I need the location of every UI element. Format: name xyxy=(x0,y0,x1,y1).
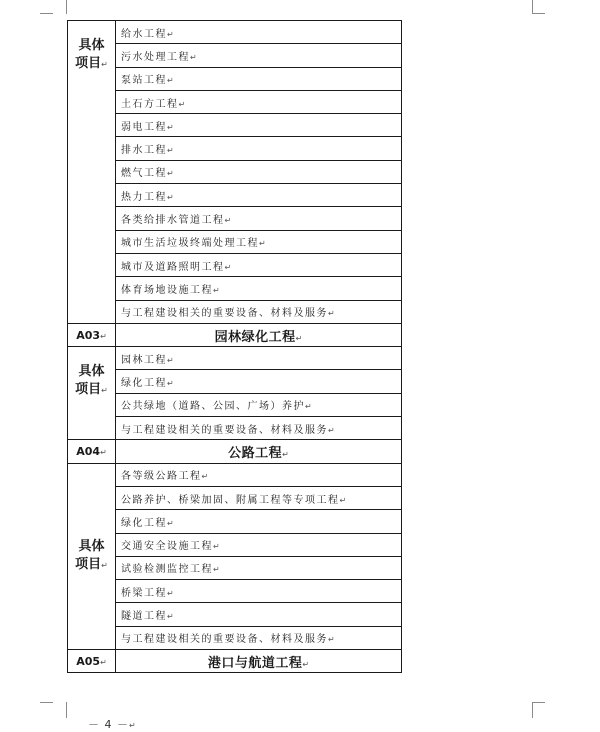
table-row xyxy=(68,67,402,90)
project-item xyxy=(116,393,402,416)
category-code xyxy=(68,323,116,346)
table-row xyxy=(68,510,402,533)
project-item xyxy=(116,370,402,393)
category-code-text: A05 xyxy=(76,654,101,668)
category-code xyxy=(68,650,116,673)
table-row xyxy=(68,160,402,183)
project-item xyxy=(116,21,402,44)
row-group-label xyxy=(68,21,116,324)
project-item xyxy=(116,67,402,90)
project-item xyxy=(116,207,402,230)
label-line: 项目 xyxy=(75,556,102,572)
project-item-text: 燃气工程 xyxy=(121,168,167,180)
paragraph-mark: ↵ xyxy=(178,99,186,109)
table-row xyxy=(68,184,402,207)
label-line: 具体 xyxy=(78,364,105,380)
category-title-text: 港口与航道工程 xyxy=(207,655,303,671)
project-item xyxy=(116,114,402,137)
category-title xyxy=(116,323,402,346)
table-body xyxy=(68,21,402,673)
paragraph-mark: ↵ xyxy=(295,333,303,343)
table-row xyxy=(68,533,402,556)
category-title xyxy=(116,650,402,673)
project-item xyxy=(116,556,402,579)
project-item xyxy=(116,510,402,533)
project-item-text: 公共绿地（道路、公园、广场）养护 xyxy=(121,401,305,413)
label-line: 项目 xyxy=(75,382,102,398)
project-item-text: 交通安全设施工程 xyxy=(121,541,213,553)
project-item-text: 与工程建设相关的重要设备、材料及服务 xyxy=(121,634,328,646)
crop-mark xyxy=(532,702,545,703)
table-row xyxy=(68,277,402,300)
paragraph-mark: ↵ xyxy=(100,447,107,457)
table-row xyxy=(68,463,402,486)
table-row xyxy=(68,580,402,603)
table-row xyxy=(68,21,402,44)
project-item xyxy=(116,580,402,603)
project-item xyxy=(116,160,402,183)
paragraph-mark: ↵ xyxy=(213,565,220,575)
project-item-text: 土石方工程 xyxy=(121,98,179,110)
paragraph-mark: ↵ xyxy=(328,309,335,319)
page-number-text: － 4 － xyxy=(88,718,129,731)
category-header-row xyxy=(68,650,402,673)
table-row xyxy=(68,370,402,393)
project-item-text: 绿化工程 xyxy=(121,517,167,529)
project-item-text: 各等级公路工程 xyxy=(121,471,202,483)
paragraph-mark: ↵ xyxy=(201,472,209,482)
crop-mark xyxy=(532,13,545,14)
paragraph-mark: ↵ xyxy=(101,386,108,396)
project-item xyxy=(116,277,402,300)
paragraph-mark: ↵ xyxy=(167,379,174,389)
project-item-text: 隧道工程 xyxy=(121,611,167,623)
paragraph-mark: ↵ xyxy=(302,659,310,669)
row-group-label xyxy=(68,463,116,649)
project-item-text: 试验检测监控工程 xyxy=(121,564,213,576)
project-item-text: 排水工程 xyxy=(121,145,167,157)
project-item xyxy=(116,44,402,67)
project-item xyxy=(116,533,402,556)
paragraph-mark: ↵ xyxy=(167,192,174,202)
label-line: 具体 xyxy=(78,38,105,53)
paragraph-mark: ↵ xyxy=(213,285,220,295)
crop-mark xyxy=(532,0,547,14)
paragraph-mark: ↵ xyxy=(167,146,174,156)
table-row xyxy=(68,230,402,253)
paragraph-mark: ↵ xyxy=(259,239,266,249)
table-row xyxy=(68,44,402,67)
paragraph-mark: ↵ xyxy=(101,560,108,570)
category-code xyxy=(68,440,116,463)
table-row xyxy=(68,393,402,416)
project-item-text: 污水处理工程 xyxy=(121,51,190,63)
table-row xyxy=(68,90,402,113)
paragraph-mark: ↵ xyxy=(224,262,232,272)
project-item-text: 与工程建设相关的重要设备、材料及服务 xyxy=(121,308,328,320)
project-item xyxy=(116,603,402,626)
paragraph-mark: ↵ xyxy=(167,29,174,39)
table-row xyxy=(68,626,402,649)
table-row xyxy=(68,417,402,440)
page-number xyxy=(88,716,136,732)
crop-mark xyxy=(40,13,53,14)
project-item-text: 体育场地设施工程 xyxy=(121,284,213,296)
project-item xyxy=(116,486,402,509)
paragraph-mark: ↵ xyxy=(282,449,289,459)
category-title xyxy=(116,440,402,463)
project-item xyxy=(116,417,402,440)
row-group-label xyxy=(68,347,116,440)
project-item-text: 城市生活垃圾终端处理工程 xyxy=(121,238,259,250)
table-row xyxy=(68,114,402,137)
project-item-text: 城市及道路照明工程 xyxy=(121,261,225,273)
paragraph-mark: ↵ xyxy=(167,355,174,365)
label-line: 项目 xyxy=(75,56,102,71)
project-item-text: 泵站工程 xyxy=(121,75,167,87)
paragraph-mark: ↵ xyxy=(100,657,107,667)
project-item xyxy=(116,626,402,649)
table-row xyxy=(68,556,402,579)
paragraph-mark: ↵ xyxy=(167,76,174,86)
label-line: 具体 xyxy=(78,538,105,554)
project-item-text: 热力工程 xyxy=(121,191,167,203)
category-code-text: A04 xyxy=(76,444,101,458)
crop-mark xyxy=(52,0,67,14)
project-item xyxy=(116,300,402,323)
paragraph-mark: ↵ xyxy=(100,331,107,341)
paragraph-mark: ↵ xyxy=(190,52,197,62)
project-item-text: 弱电工程 xyxy=(121,121,167,133)
category-title-text: 园林绿化工程 xyxy=(214,329,296,345)
project-item-text: 园林工程 xyxy=(121,354,167,366)
project-item-text: 桥梁工程 xyxy=(121,587,167,599)
paragraph-mark: ↵ xyxy=(213,542,220,552)
paragraph-mark: ↵ xyxy=(305,402,312,412)
category-header-row xyxy=(68,440,402,463)
project-item xyxy=(116,137,402,160)
paragraph-mark: ↵ xyxy=(167,612,174,622)
project-item-text: 公路养护、桥梁加固、附属工程等专项工程 xyxy=(121,494,340,506)
project-item-text: 给水工程 xyxy=(121,28,167,40)
project-item-text: 与工程建设相关的重要设备、材料及服务 xyxy=(121,424,328,436)
paragraph-mark: ↵ xyxy=(129,721,136,730)
category-header-row xyxy=(68,323,402,346)
project-item-text: 各类给排水管道工程 xyxy=(121,215,225,227)
paragraph-mark: ↵ xyxy=(167,518,174,528)
project-item xyxy=(116,230,402,253)
paragraph-mark: ↵ xyxy=(224,216,232,226)
paragraph-mark: ↵ xyxy=(101,60,108,69)
project-item xyxy=(116,253,402,276)
crop-mark xyxy=(52,702,67,718)
crop-mark xyxy=(40,702,53,703)
paragraph-mark: ↵ xyxy=(167,588,174,598)
paragraph-mark: ↵ xyxy=(167,169,174,179)
project-item xyxy=(116,463,402,486)
table-row xyxy=(68,603,402,626)
paragraph-mark: ↵ xyxy=(328,425,335,435)
table-row xyxy=(68,253,402,276)
category-code-text: A03 xyxy=(76,328,101,342)
project-item xyxy=(116,347,402,370)
table-row xyxy=(68,137,402,160)
table-row xyxy=(68,347,402,370)
project-category-table xyxy=(67,20,402,673)
paragraph-mark: ↵ xyxy=(339,495,347,505)
table-row xyxy=(68,300,402,323)
project-item-text: 绿化工程 xyxy=(121,378,167,390)
category-title-text: 公路工程 xyxy=(228,445,283,461)
paragraph-mark: ↵ xyxy=(167,122,174,132)
table-row xyxy=(68,486,402,509)
paragraph-mark: ↵ xyxy=(328,635,335,645)
project-item xyxy=(116,90,402,113)
project-item xyxy=(116,184,402,207)
table-row xyxy=(68,207,402,230)
crop-mark xyxy=(532,702,547,718)
